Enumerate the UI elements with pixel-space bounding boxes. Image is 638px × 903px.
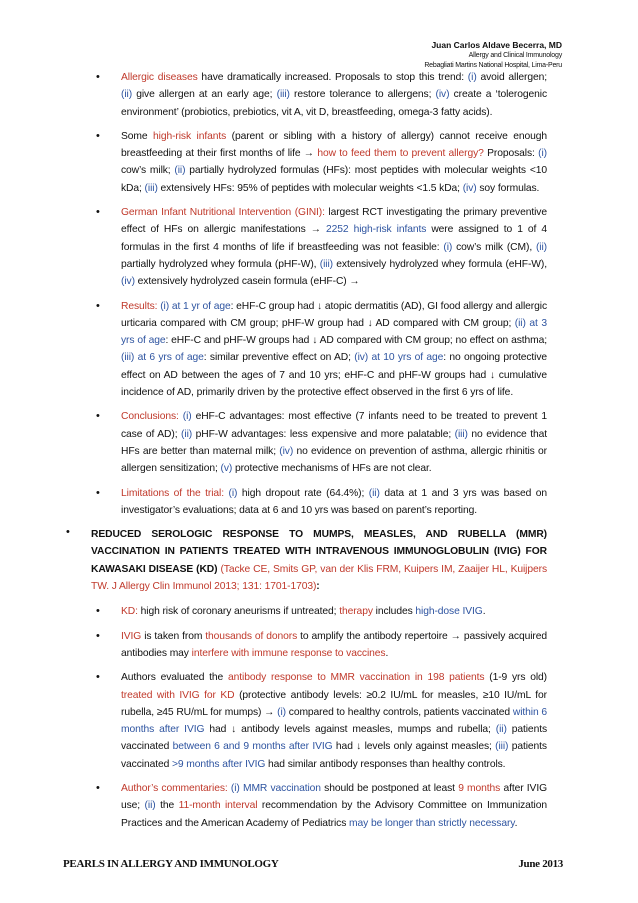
bullet-marker: • (66, 526, 70, 539)
bullet-marker: • (96, 629, 100, 642)
bullet-marker: • (96, 671, 100, 684)
list-item (91, 128, 547, 197)
bullet-marker: • (96, 486, 100, 499)
author-department: Allergy and Clinical Immunology (468, 51, 562, 59)
bullet-marker: • (96, 605, 100, 618)
section-heading: REDUCED SEROLOGIC RESPONSE TO MUMPS, MEASLES, AND RUBELLA (MMR) VACCINATION IN PATIENTS TREATED WITH INTRAVENOUS IMMUNOGLOBULIN (IVIG) FOR KAWASAKI DISEASE (KD) (91, 529, 547, 575)
list-item (91, 204, 547, 290)
bullet-text: Author’s commentaries: (i) MMR vaccination should be postponed at least 9 months after IVIG use; (ii) the 11-month interval recommendation by the Advisory Committee on Immunization Practices and the American Academy of Pediatrics may be longer than strictly necessary. (121, 782, 548, 829)
bullet-text: IVIG is taken from thousands of donors to amplify the antibody repertoire → passively acquired antibodies may interfere with immune response to vaccines. (121, 630, 547, 659)
bullet-marker: • (96, 71, 100, 83)
footer-title: PEARLS IN ALLERGY AND IMMUNOLOGY (63, 858, 279, 870)
bullet-text: Results: (i) at 1 yr of age: eHF-C group had ↓ atopic dermatitis (AD), GI food allergy and allergic urticaria compared with CM group; pHF-W group had ↓ AD compared with CM group; (ii) at 3 yrs of age: eHF-C and pHF-W groups had ↓ AD compared with CM group; no effect on asthma; (iii) at 6 yrs of age: similar preventive effect on AD; (iv) at 10 yrs of age: no ongoing protective effect on AD between the ages of 7 and 10 yrs; eHF-C and pHF-W groups had ↓ cumulative incidence of AD, primarily driven by the protective effect observed in the first 6 yrs of life. (121, 300, 548, 399)
heading-colon: : (316, 581, 320, 593)
bullet-marker: • (96, 206, 100, 219)
bullet-text: Allergic diseases have dramatically increased. Proposals to stop this trend: (i) avoid allergen; (ii) give allergen at an early age; (iii) restore tolerance to allergens; (iv) create a ‘tolerogenic environment’ (probiotics, prebiotics, vit A, vit D, breastfeeding, omega-3 fatty acids). (121, 72, 547, 118)
mmr-bullet-list (91, 603, 547, 832)
bullet-text: KD: high risk of coronary aneurisms if untreated; therapy includes high-dose IVIG. (121, 606, 486, 618)
gini-bullet-list (91, 69, 547, 519)
author-hospital: Rebagliati Martins National Hospital, Lima-Peru (424, 62, 562, 69)
bullet-text: Authors evaluated the antibody response to MMR vaccination in 198 patients (1-9 yrs old) treated with IVIG for KD (protective antibody levels: ≥0.2 IU/mL for measles, ≥10 IU/mL for rubella, ≥45 RU/mL for mumps) → (i) compared to healthy controls, patients vaccinated within 6 months after IVIG had ↓ antibody levels against measles, mumps and rubella; (ii) patients vaccinated between 6 and 9 months after IVIG had ↓ levels only against measles; (iii) patients vaccinated >9 months after IVIG had similar antibody responses than healthy controls. (121, 672, 547, 770)
section-mmr-ivig (66, 526, 548, 832)
bullet-marker: • (96, 299, 100, 312)
list-item (91, 69, 547, 121)
page-footer (63, 858, 563, 870)
bullet-text: Conclusions: (i) eHF-C advantages: most effective (7 infants need to be treated to prevent 1 case of AD); (ii) pHF-W advantages: less expensive and more palatable; (iii) no evidence that HFs are better than maternal milk; (iv) no evidence on prevention of asthma, allergic rhinitis or allergen sensitization; (v) protective mechanisms of HFs are not clear. (121, 411, 547, 475)
list-item (96, 669, 547, 773)
section-heading-paragraph (91, 526, 547, 595)
page-header (424, 40, 562, 72)
list-item (96, 780, 548, 832)
main-content (66, 69, 548, 839)
bullet-text: Some high-risk infants (parent or sibling with a history of allergy) cannot receive enough breastfeeding at their first months of life → how to feed them to prevent allergy? Proposals: (i) cow’s milk; (ii) partially hydrolyzed formulas (HFs): most peptides with molecular weights <10 kDa; (iii) extensively HFs: 95% of peptides with molecular weights <1.5 kDa; (iv) soy formulas. (121, 130, 548, 194)
list-item (91, 298, 547, 402)
citation: (Tacke CE, Smits GP, van der Klis FRM, Kuipers IM, Zaaijer HL, Kuijpers TW. J Allergy Clin Immunol 2013; 131: 1701-1703) (91, 563, 547, 593)
list-item (96, 628, 547, 663)
bullet-marker: • (96, 410, 100, 423)
bullet-marker: • (96, 781, 100, 794)
list-item (91, 408, 547, 477)
author-name: Juan Carlos Aldave Becerra, MD (431, 40, 562, 50)
bullet-text: Limitations of the trial: (i) high dropout rate (64.4%); (ii) data at 1 and 3 yrs was based on investigator’s evaluations; data at 6 and 10 yrs was based on parent’s reporting. (121, 487, 547, 516)
list-item (96, 603, 547, 620)
footer-date: June 2013 (518, 858, 563, 870)
bullet-marker: • (96, 129, 100, 142)
list-item (91, 485, 547, 520)
bullet-text: German Infant Nutritional Intervention (GINI): largest RCT investigating the primary preventive effect of HFs on allergic manifestations → 2252 high-risk infants were assigned to 1 of 4 formulas in the first 4 months of life if breastfeeding was not feasible: (i) cow’s milk (CM), (ii) partially hydrolyzed whey formula (pHF-W), (iii) extensively hydrolyzed whey formula (eHF-W), (iv) extensively hydrolyzed casein formula (eHF-C) → (121, 207, 547, 288)
